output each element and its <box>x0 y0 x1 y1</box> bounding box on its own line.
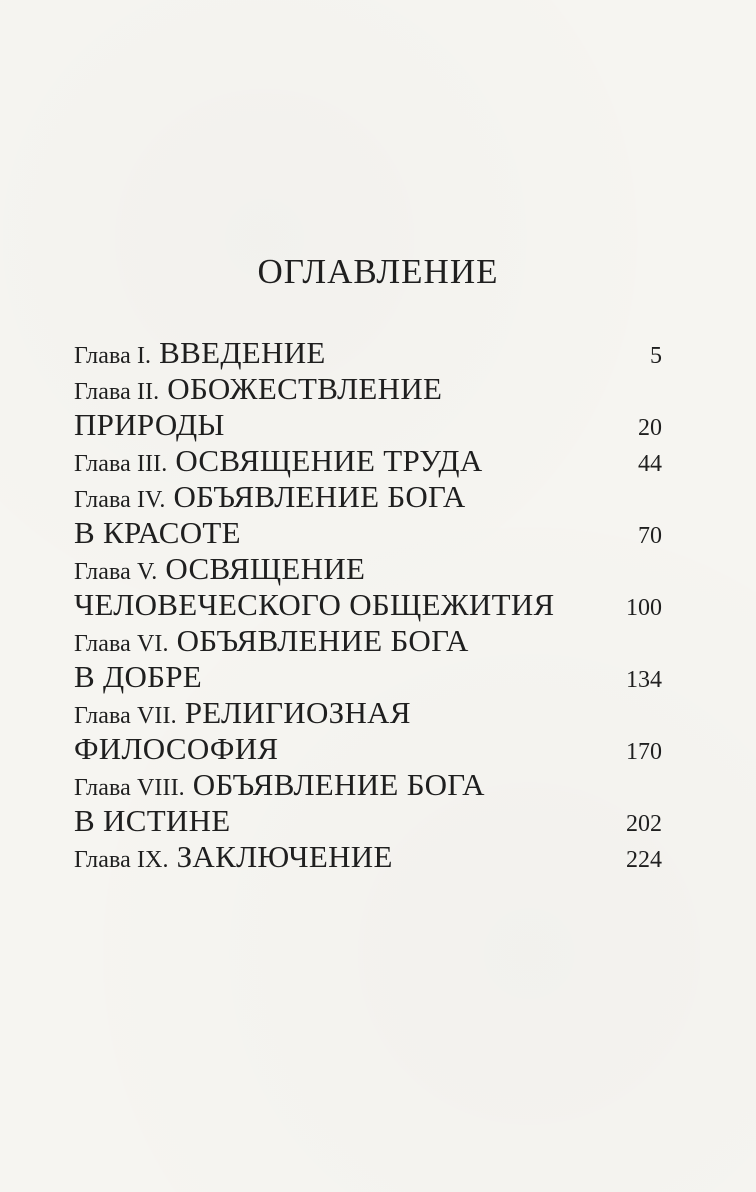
toc-entry-chapter-6-line-2 <box>74 659 662 695</box>
chapter-title: ЗАКЛЮЧЕНИЕ <box>176 839 393 874</box>
chapter-title: ОСВЯЩЕНИЕ ТРУДА <box>175 443 483 478</box>
dot-leader <box>257 519 615 539</box>
chapter-title: ОБОЖЕСТВЛЕНИЕ <box>167 371 443 406</box>
toc-entry-chapter-1 <box>74 335 662 371</box>
chapter-title-continued: В ИСТИНЕ <box>74 803 231 838</box>
table-of-contents <box>74 335 662 875</box>
dot-leader <box>247 807 615 827</box>
chapter-label: Глава V. <box>74 559 158 585</box>
chapter-label: Глава I. <box>74 343 152 369</box>
page-number: 134 <box>626 667 662 693</box>
chapter-title: ВВЕДЕНИЕ <box>159 335 326 370</box>
chapter-title: ОБЪЯВЛЕНИЕ БОГА <box>176 623 469 658</box>
page-title: ОГЛАВЛЕНИЕ <box>257 252 499 291</box>
dot-leader <box>342 339 624 359</box>
chapter-label: Глава VI. <box>74 631 169 657</box>
chapter-title-continued: ЧЕЛОВЕЧЕСКОГО ОБЩЕЖИТИЯ <box>74 587 555 622</box>
page-number: 5 <box>650 343 662 369</box>
toc-entry-chapter-5-line-1 <box>74 551 662 587</box>
toc-entry-chapter-3 <box>74 443 662 479</box>
chapter-label: Глава VIII. <box>74 775 185 801</box>
chapter-title: ОБЪЯВЛЕНИЕ БОГА <box>173 479 466 514</box>
chapter-label: Глава II. <box>74 379 160 405</box>
chapter-title-continued: ПРИРОДЫ <box>74 407 225 442</box>
chapter-title: РЕЛИГИОЗНАЯ <box>184 695 411 730</box>
page-number: 100 <box>626 595 662 621</box>
page-number: 20 <box>638 415 662 441</box>
dot-leader <box>409 843 618 863</box>
toc-entry-chapter-7-line-2 <box>74 731 662 767</box>
dot-leader <box>218 663 611 683</box>
page-number: 202 <box>626 811 662 837</box>
dot-leader <box>499 447 630 467</box>
chapter-title-continued: В КРАСОТЕ <box>74 515 241 550</box>
toc-entry-chapter-7-line-1 <box>74 695 662 731</box>
dot-leader <box>571 591 619 611</box>
toc-entry-chapter-5-line-2 <box>74 587 662 623</box>
page-number: 70 <box>638 523 662 549</box>
dot-leader <box>294 735 618 755</box>
toc-entry-chapter-4-line-2 <box>74 515 662 551</box>
chapter-title: ОСВЯЩЕНИЕ <box>165 551 366 586</box>
chapter-label: Глава III. <box>74 451 168 477</box>
toc-entry-chapter-2-line-2 <box>74 407 662 443</box>
toc-entry-chapter-6-line-1 <box>74 623 662 659</box>
chapter-title-continued: ФИЛОСОФИЯ <box>74 731 279 766</box>
page-number: 44 <box>638 451 662 477</box>
dot-leader <box>241 411 614 431</box>
chapter-label: Глава VII. <box>74 703 177 729</box>
chapter-label: Глава IV. <box>74 487 166 513</box>
chapter-title-continued: В ДОБРЕ <box>74 659 203 694</box>
page-number: 170 <box>626 739 662 765</box>
toc-entry-chapter-9 <box>74 839 662 875</box>
toc-entry-chapter-8-line-1 <box>74 767 662 803</box>
chapter-label: Глава IX. <box>74 847 169 873</box>
toc-entry-chapter-4-line-1 <box>74 479 662 515</box>
toc-entry-chapter-8-line-2 <box>74 803 662 839</box>
chapter-title: ОБЪЯВЛЕНИЕ БОГА <box>192 767 485 802</box>
toc-entry-chapter-2-line-1 <box>74 371 662 407</box>
page-number: 224 <box>626 847 662 873</box>
